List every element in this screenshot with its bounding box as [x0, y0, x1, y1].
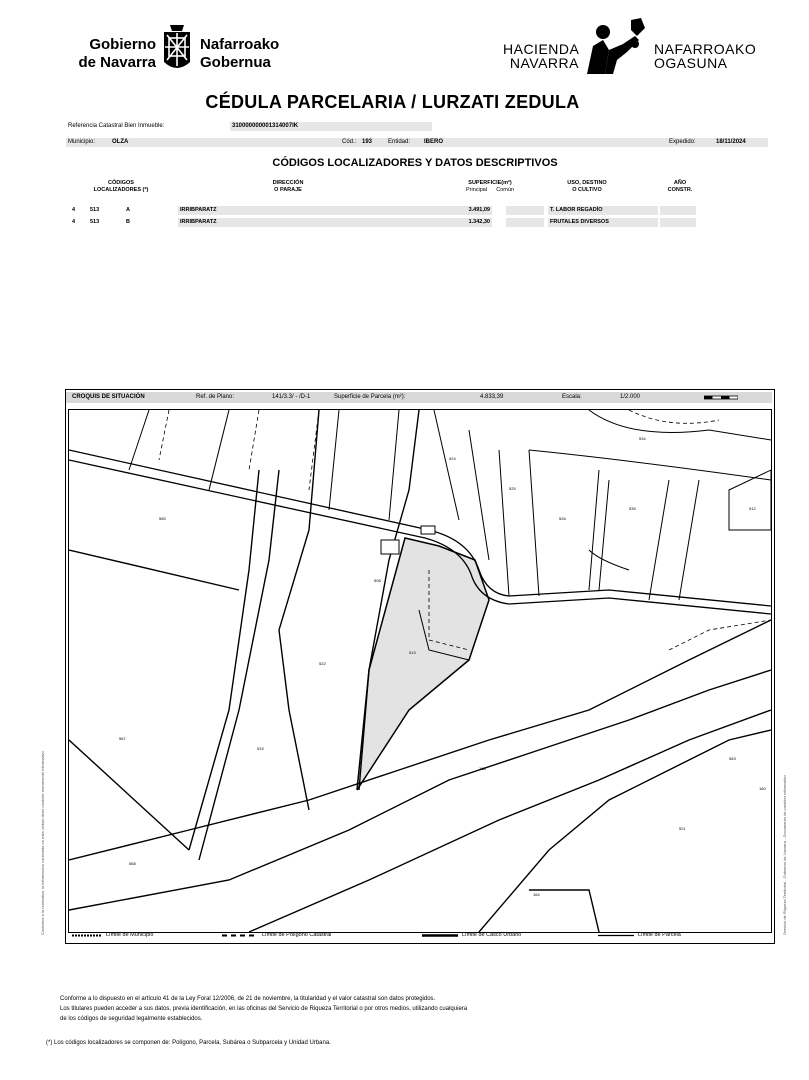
col-header-anio	[655, 180, 705, 194]
cell-parcela: 513	[90, 219, 100, 225]
parcel-number-label: 534	[639, 436, 646, 441]
parcel-number-label: 522	[319, 661, 326, 666]
footer-line2: Los titulares pueden acceder a sus datos, previa identificación, en las oficinas del Servicio de Riqueza Territorial o por otros medios, utilizando cualquiera	[60, 1006, 468, 1012]
escala-label: Escala:	[562, 394, 582, 400]
hacienda-text-eu	[654, 42, 756, 70]
col-principal: Principal	[466, 187, 488, 193]
scale-bar-icon	[704, 394, 738, 401]
side-note-left: Conforme a la normativa, la información contenida en esta cédula tiene carácter meramente informativo	[40, 751, 45, 935]
gov-right-line1: Nafarroako	[200, 36, 280, 53]
parcel-number-label: 565	[159, 516, 166, 521]
hacienda-logo-figure-icon	[583, 16, 651, 76]
entidad-value: IBERO	[424, 139, 444, 145]
parcel-number-label: 525	[509, 486, 516, 491]
croquis-label: CROQUIS DE SITUACIÓN	[72, 394, 145, 400]
parcel-number-label: 521	[679, 826, 686, 831]
cell-anio	[660, 206, 696, 215]
cadastral-map-svg	[69, 410, 771, 932]
cell-paraje: IRRIBPARATZ	[178, 218, 430, 227]
col-header-uso	[552, 180, 622, 194]
ref-plano-value: 141/3.3/ - /D-1	[272, 394, 311, 400]
col-codigos-line2: LOCALIZADORES (*)	[93, 187, 149, 193]
cell-uso: FRUTALES DIVERSOS	[548, 218, 658, 227]
cell-subparcela: B	[126, 219, 130, 225]
parcel-number-label: 526	[559, 516, 566, 521]
cell-poligono: 4	[72, 207, 76, 213]
legend-casco: Límite de Casco Urbano	[462, 932, 522, 938]
hacienda-right-line2: OGASUNA	[654, 55, 728, 71]
col-anio-line1: AÑO	[673, 180, 687, 186]
cod-value: 193	[362, 139, 373, 145]
map-header-bar	[66, 392, 772, 403]
col-anio-line2: CONSTR.	[667, 187, 693, 193]
cod-label: Cód.:	[342, 139, 357, 145]
table-row	[66, 218, 768, 228]
gov-navarra-text-eu	[200, 36, 279, 72]
sup-parcela-value: 4.833,39	[480, 394, 504, 400]
reference-row	[68, 122, 770, 131]
cell-paraje: IRRIBPARATZ	[178, 206, 430, 215]
municipio-line-icon	[72, 934, 102, 937]
casco-line-icon	[422, 934, 458, 937]
cell-uso: T. LABOR REGADÍO	[548, 206, 658, 215]
parcel-number-label: 567	[119, 736, 126, 741]
cell-comun	[506, 206, 544, 215]
col-codigos-line1: CÓDIGOS	[108, 180, 134, 186]
col-superficie-line: SUPERFICIE(m²)	[468, 180, 512, 186]
col-uso-line1: USO, DESTINO	[567, 180, 607, 186]
cell-superficie: 1.342,30	[430, 218, 492, 227]
reference-value: 310000000001314007IK	[230, 122, 432, 131]
expedido-value: 18/11/2024	[716, 139, 746, 145]
col-header-superficie	[440, 180, 540, 194]
parcel-number-label: 524	[449, 456, 456, 461]
parcel-number-label: 508	[374, 578, 381, 583]
expedido-label: Expedido:	[669, 139, 696, 145]
document-title: CÉDULA PARCELARIA / LURZATI ZEDULA	[205, 92, 580, 112]
col-comun: Común	[496, 187, 514, 193]
info-row	[66, 138, 768, 147]
cell-anio	[660, 218, 696, 227]
legend-poligono: Límite de Polígono Catastral	[262, 932, 332, 938]
gov-left-line2: de Navarra	[78, 54, 156, 71]
parcel-number-label: 563	[729, 756, 736, 761]
reference-label: Referencia Catastral Bien Inmueble:	[68, 123, 165, 129]
cell-superficie: 3.491,09	[430, 206, 492, 215]
section-title: CÓDIGOS LOCALIZADORES Y DATOS DESCRIPTIVOS	[272, 157, 558, 169]
parcel-number-label: 164	[533, 892, 540, 897]
footer-line3: de los códigos de seguridad legalmente establecidos.	[60, 1016, 203, 1022]
parcel-number-label: 515	[257, 746, 264, 751]
parcel-number-label: 568	[129, 861, 136, 866]
legend-municipio: Límite de Municipio	[106, 932, 154, 938]
hacienda-right-line1: NAFARROAKO	[654, 41, 757, 57]
col-direccion-line2: O PARAJE	[274, 187, 302, 193]
parcela-line-icon	[598, 934, 634, 937]
municipio-label: Municipio:	[68, 139, 96, 145]
cadastral-map	[68, 409, 772, 933]
poligono-line-icon	[222, 934, 258, 937]
highlighted-parcel	[357, 538, 489, 790]
footer-note: (*) Los códigos localizadores se componen de: Polígono, Parcela, Subárea o Subparcela y Unidad Urbana.	[46, 1040, 331, 1046]
gov-left-line1: Gobierno	[89, 36, 156, 53]
map-legend	[66, 931, 772, 940]
parcel-number-label: 160	[759, 786, 766, 791]
cell-comun	[506, 218, 544, 227]
sup-parcela-label: Superficie de Parcela (m²):	[334, 394, 406, 400]
hacienda-left-line2: NAVARRA	[509, 55, 579, 71]
cell-subparcela: A	[126, 207, 130, 213]
hacienda-left-line1: HACIENDA	[503, 41, 580, 57]
municipio-value: OLZA	[112, 139, 129, 145]
parcel-number-label: 535	[629, 506, 636, 511]
col-uso-line2: O CULTIVO	[572, 187, 602, 193]
cell-parcela: 513	[90, 207, 100, 213]
entidad-label: Entidad:	[388, 139, 411, 145]
legend-parcela: Límite de Parcela	[638, 932, 681, 938]
parcel-number-label: 166	[479, 766, 486, 771]
footer-line1: Conforme a lo dispuesto en el artículo 41 de la Ley Foral 12/2006, de 21 de noviembre, la titularidad y el valor catastral son datos protegidos.	[60, 996, 436, 1002]
parcel-number-label: 512	[749, 506, 756, 511]
cell-poligono: 4	[72, 219, 76, 225]
ref-plano-label: Ref. de Plano:	[196, 394, 235, 400]
table-row	[66, 206, 768, 216]
side-note-right: Servicio de Riqueza Territorial - Gobierno de Navarra - Documento de carácter informativo	[782, 775, 787, 935]
gov-navarra-text-es	[68, 36, 156, 72]
hacienda-text-es	[503, 42, 579, 70]
col-header-direccion	[248, 180, 328, 194]
parcel-table-body	[66, 206, 768, 228]
col-header-codigos	[76, 180, 166, 194]
footer-legal-text	[60, 994, 760, 1024]
col-direccion-line1: DIRECCIÓN	[272, 180, 304, 186]
parcel-number-label: 513	[409, 650, 416, 655]
gov-right-line2: Gobernua	[200, 54, 271, 71]
escala-value: 1/2.000	[620, 394, 641, 400]
navarra-crest-icon	[162, 22, 192, 74]
